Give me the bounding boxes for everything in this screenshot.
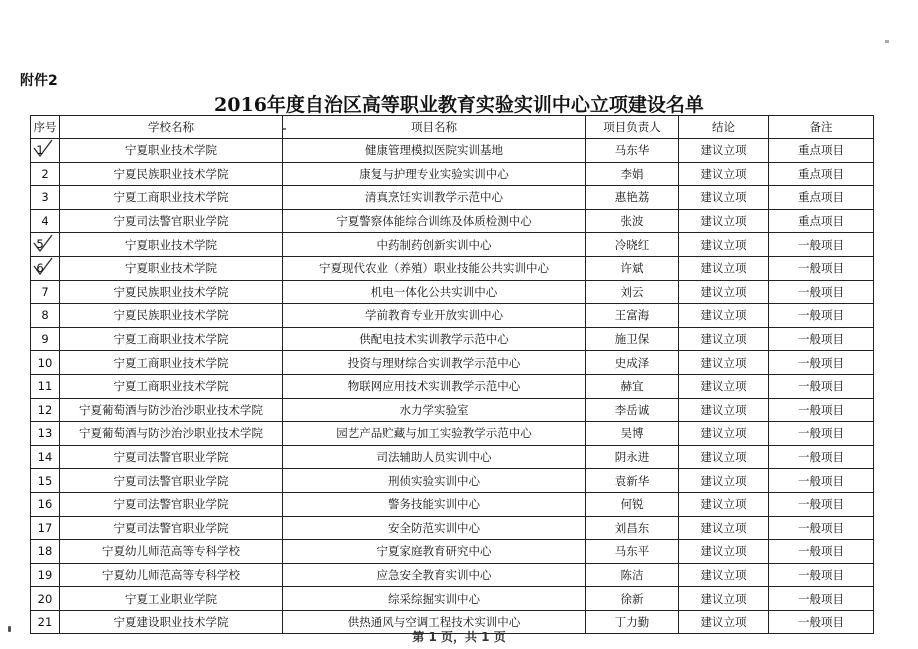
cell-school: 宁夏工商职业技术学院 xyxy=(60,351,283,375)
col-header-school: 学校名称 xyxy=(60,116,283,139)
cell-no: 15 xyxy=(31,469,60,493)
cell-project: 安全防范实训中心 xyxy=(283,516,586,540)
cell-school: 宁夏工商职业技术学院 xyxy=(60,374,283,398)
cell-result: 建议立项 xyxy=(679,139,769,163)
cell-result: 建议立项 xyxy=(679,304,769,328)
cell-note: 一般项目 xyxy=(769,280,874,304)
table-row xyxy=(31,492,874,516)
cell-project: 宁夏警察体能综合训练及体质检测中心 xyxy=(283,209,586,233)
cell-leader: 许斌 xyxy=(586,256,679,280)
cell-note: 一般项目 xyxy=(769,492,874,516)
table-row xyxy=(31,422,874,446)
cell-result: 建议立项 xyxy=(679,422,769,446)
cell-project: 康复与护理专业实验实训中心 xyxy=(283,162,586,186)
cell-note: 一般项目 xyxy=(769,351,874,375)
cell-school: 宁夏职业技术学院 xyxy=(60,233,283,257)
cell-school: 宁夏民族职业技术学院 xyxy=(60,280,283,304)
cell-school: 宁夏工商职业技术学院 xyxy=(60,186,283,210)
cell-school: 宁夏葡萄酒与防沙治沙职业技术学院 xyxy=(60,398,283,422)
cell-no: 18 xyxy=(31,540,60,564)
cell-school: 宁夏幼儿师范高等专科学校 xyxy=(60,563,283,587)
cell-school: 宁夏葡萄酒与防沙治沙职业技术学院 xyxy=(60,422,283,446)
page-footer: 第 1 页，共 1 页 xyxy=(412,630,506,644)
cell-leader: 阴永进 xyxy=(586,445,679,469)
cell-school: 宁夏职业技术学院 xyxy=(60,139,283,163)
cell-note: 一般项目 xyxy=(769,233,874,257)
cell-no: 2 xyxy=(31,162,60,186)
table-row xyxy=(31,540,874,564)
cell-result: 建议立项 xyxy=(679,469,769,493)
cell-note: 一般项目 xyxy=(769,540,874,564)
attachment-label: 附件2 xyxy=(20,73,58,89)
table-row xyxy=(31,445,874,469)
cell-no: 7 xyxy=(31,280,60,304)
cell-note: 一般项目 xyxy=(769,374,874,398)
cell-school: 宁夏民族职业技术学院 xyxy=(60,162,283,186)
cell-leader: 赫宜 xyxy=(586,374,679,398)
col-header-no: 序号 xyxy=(31,116,60,139)
cell-note: 一般项目 xyxy=(769,516,874,540)
cell-result: 建议立项 xyxy=(679,256,769,280)
cell-school: 宁夏工商职业技术学院 xyxy=(60,327,283,351)
cell-result: 建议立项 xyxy=(679,280,769,304)
cell-leader: 马东平 xyxy=(586,540,679,564)
cell-project: 供热通风与空调工程技术实训中心 xyxy=(283,610,586,634)
table-row xyxy=(31,351,874,375)
row-number: 6 xyxy=(36,260,44,275)
cell-result: 建议立项 xyxy=(679,209,769,233)
cell-result: 建议立项 xyxy=(679,610,769,634)
cell-project: 园艺产品贮藏与加工实验教学示范中心 xyxy=(283,422,586,446)
cell-leader: 徐新 xyxy=(586,587,679,611)
cell-no: 8 xyxy=(31,304,60,328)
cell-leader: 袁新华 xyxy=(586,469,679,493)
cell-leader: 张波 xyxy=(586,209,679,233)
cell-no: 19 xyxy=(31,563,60,587)
cell-no: 11 xyxy=(31,374,60,398)
cell-no: 20 xyxy=(31,587,60,611)
cell-school: 宁夏民族职业技术学院 xyxy=(60,304,283,328)
cell-no xyxy=(31,233,60,257)
cell-no: 9 xyxy=(31,327,60,351)
table-row xyxy=(31,469,874,493)
cell-project: 投资与理财综合实训教学示范中心 xyxy=(283,351,586,375)
document-title: 2016年度自治区高等职业教育实验实训中心立项建设名单 xyxy=(214,94,704,116)
cell-note: 重点项目 xyxy=(769,162,874,186)
cell-leader: 刘云 xyxy=(586,280,679,304)
cell-no xyxy=(31,139,60,163)
project-table xyxy=(30,115,874,634)
cell-no: 16 xyxy=(31,492,60,516)
cell-no: 4 xyxy=(31,209,60,233)
cell-leader: 李娟 xyxy=(586,162,679,186)
table-row xyxy=(31,162,874,186)
scan-speck xyxy=(885,40,889,43)
cell-project: 应急安全教育实训中心 xyxy=(283,563,586,587)
cell-project: 水力学实验室 xyxy=(283,398,586,422)
cell-school: 宁夏司法警官职业学院 xyxy=(60,516,283,540)
cell-note: 一般项目 xyxy=(769,256,874,280)
cell-result: 建议立项 xyxy=(679,516,769,540)
cell-leader: 李岳诚 xyxy=(586,398,679,422)
table-row xyxy=(31,186,874,210)
table-row xyxy=(31,209,874,233)
cell-school: 宁夏建设职业技术学院 xyxy=(60,610,283,634)
cell-project: 宁夏现代农业（养殖）职业技能公共实训中心 xyxy=(283,256,586,280)
cell-leader: 史成泽 xyxy=(586,351,679,375)
col-header-result: 结论 xyxy=(679,116,769,139)
cell-result: 建议立项 xyxy=(679,351,769,375)
cell-school: 宁夏司法警官职业学院 xyxy=(60,469,283,493)
table-row xyxy=(31,398,874,422)
cell-no: 21 xyxy=(31,610,60,634)
cell-result: 建议立项 xyxy=(679,327,769,351)
col-header-note: 备注 xyxy=(769,116,874,139)
cell-note: 一般项目 xyxy=(769,304,874,328)
table-row xyxy=(31,374,874,398)
cell-project: 供配电技术实训教学示范中心 xyxy=(283,327,586,351)
cell-project: 物联网应用技术实训教学示范中心 xyxy=(283,374,586,398)
cell-no: 17 xyxy=(31,516,60,540)
table-row xyxy=(31,139,874,163)
cell-school: 宁夏司法警官职业学院 xyxy=(60,492,283,516)
cell-project: 刑侦实验实训中心 xyxy=(283,469,586,493)
cell-project: 中药制药创新实训中心 xyxy=(283,233,586,257)
cell-result: 建议立项 xyxy=(679,563,769,587)
cell-result: 建议立项 xyxy=(679,186,769,210)
row-number: 5 xyxy=(36,237,44,252)
cell-school: 宁夏工业职业学院 xyxy=(60,587,283,611)
cell-school: 宁夏职业技术学院 xyxy=(60,256,283,280)
cell-no: 10 xyxy=(31,351,60,375)
cell-project: 机电一体化公共实训中心 xyxy=(283,280,586,304)
cell-result: 建议立项 xyxy=(679,492,769,516)
cell-result: 建议立项 xyxy=(679,233,769,257)
cell-project: 司法辅助人员实训中心 xyxy=(283,445,586,469)
cell-leader: 马东华 xyxy=(586,139,679,163)
table-row xyxy=(31,280,874,304)
cell-leader: 何锐 xyxy=(586,492,679,516)
cell-result: 建议立项 xyxy=(679,587,769,611)
cell-no: 3 xyxy=(31,186,60,210)
cell-note: 一般项目 xyxy=(769,398,874,422)
cell-project: 警务技能实训中心 xyxy=(283,492,586,516)
cell-school: 宁夏幼儿师范高等专科学校 xyxy=(60,540,283,564)
cell-result: 建议立项 xyxy=(679,374,769,398)
cell-result: 建议立项 xyxy=(679,540,769,564)
cell-project: 宁夏家庭教育研究中心 xyxy=(283,540,586,564)
table-row xyxy=(31,516,874,540)
cell-school: 宁夏司法警官职业学院 xyxy=(60,445,283,469)
cell-note: 一般项目 xyxy=(769,327,874,351)
cell-leader: 冷晓红 xyxy=(586,233,679,257)
cell-no: 13 xyxy=(31,422,60,446)
cell-leader: 刘昌东 xyxy=(586,516,679,540)
cell-leader: 吴博 xyxy=(586,422,679,446)
cell-note: 一般项目 xyxy=(769,445,874,469)
cell-school: 宁夏司法警官职业学院 xyxy=(60,209,283,233)
cell-no xyxy=(31,256,60,280)
table-row xyxy=(31,563,874,587)
cell-note: 重点项目 xyxy=(769,209,874,233)
col-header-leader: 项目负责人 xyxy=(586,116,679,139)
cell-project: 清真烹饪实训教学示范中心 xyxy=(283,186,586,210)
cell-leader: 施卫保 xyxy=(586,327,679,351)
cell-note: 一般项目 xyxy=(769,563,874,587)
row-number: 1 xyxy=(36,142,44,157)
cell-note: 一般项目 xyxy=(769,422,874,446)
cell-leader: 丁力勤 xyxy=(586,610,679,634)
cell-no: 14 xyxy=(31,445,60,469)
cell-note: 重点项目 xyxy=(769,186,874,210)
table-header-row xyxy=(31,116,874,139)
table-row xyxy=(31,587,874,611)
cell-leader: 王富海 xyxy=(586,304,679,328)
cell-leader: 惠艳荔 xyxy=(586,186,679,210)
cell-note: 一般项目 xyxy=(769,469,874,493)
cell-result: 建议立项 xyxy=(679,162,769,186)
table-row xyxy=(31,256,874,280)
cell-note: 一般项目 xyxy=(769,610,874,634)
cell-result: 建议立项 xyxy=(679,445,769,469)
cell-note: 一般项目 xyxy=(769,587,874,611)
cell-leader: 陈洁 xyxy=(586,563,679,587)
table-row xyxy=(31,304,874,328)
cell-project: 健康管理模拟医院实训基地 xyxy=(283,139,586,163)
cell-project: 综采综掘实训中心 xyxy=(283,587,586,611)
table-row xyxy=(31,233,874,257)
col-header-project: 项目名称 xyxy=(283,116,586,139)
cell-note: 重点项目 xyxy=(769,139,874,163)
cell-no: 12 xyxy=(31,398,60,422)
table-row xyxy=(31,327,874,351)
cell-result: 建议立项 xyxy=(679,398,769,422)
cell-project: 学前教育专业开放实训中心 xyxy=(283,304,586,328)
